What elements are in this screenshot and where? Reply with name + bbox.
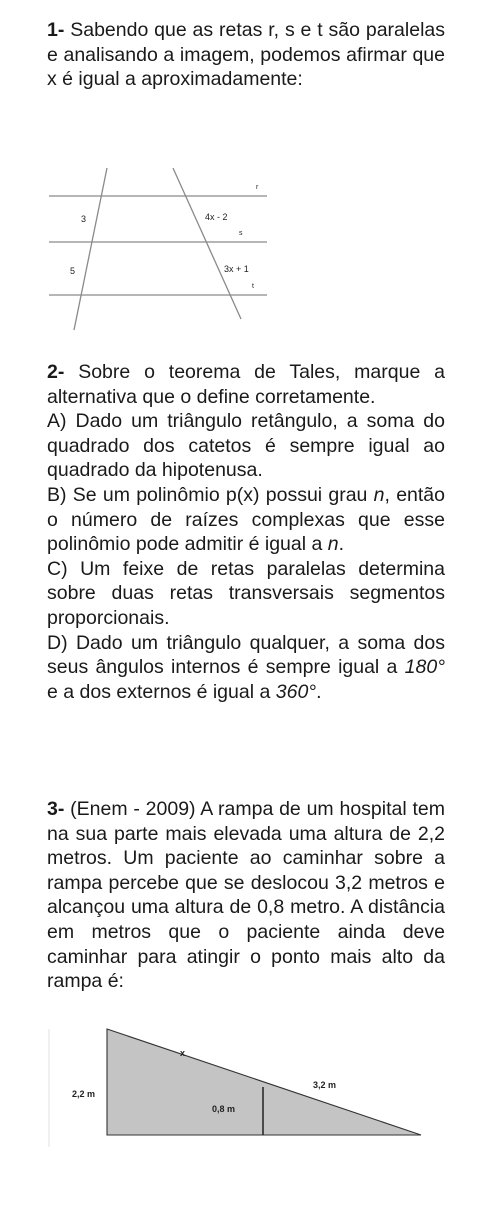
question-1-statement — [47, 18, 445, 92]
option-b-var-n-2: n — [327, 533, 339, 556]
question-2-number: 2- — [47, 361, 65, 383]
question-1 — [47, 18, 445, 92]
transversal-left — [74, 168, 107, 330]
question-1-number: 1- — [47, 19, 65, 41]
label-r: r — [256, 184, 259, 191]
question-3 — [47, 797, 445, 994]
parallel-lines-figure — [45, 162, 270, 334]
label-s: s — [239, 230, 243, 237]
option-d-angle-360: 360° — [275, 680, 317, 703]
option-d-text-3: . — [316, 680, 322, 703]
label-segment-5: 5 — [70, 266, 76, 276]
ramp-triangle — [107, 1029, 421, 1135]
parallel-lines-diagram — [45, 162, 270, 334]
question-2 — [47, 360, 445, 704]
option-d-text-1: D) Dado um triângulo qualquer, a soma dos seus ângulos internos é sempre igual a — [47, 631, 445, 679]
question-2-statement — [47, 360, 445, 409]
ramp-diagram — [45, 1025, 430, 1150]
label-walked-3-2: 3,2 m — [313, 1080, 337, 1090]
option-a: A) Dado um triângulo retângulo, a soma do quadrado dos catetos é sempre igual ao quadrado da hipotenusa. — [47, 410, 445, 482]
label-x: x — [180, 1048, 186, 1058]
option-c: C) Um feixe de retas paralelas determina sobre duas retas transversais segmentos proporcionais. — [47, 557, 445, 629]
option-b-text-1: B) Se um polinômio p(x) possui grau — [47, 483, 374, 506]
ramp-figure — [45, 1025, 430, 1150]
option-d-text-2: e a dos externos é igual a — [47, 680, 276, 703]
question-3-number: 3- — [47, 798, 65, 820]
question-1-text: Sabendo que as retas r, s e t são paralelas e analisando a imagem, podemos afirmar que x é igual a aproximadamente: — [47, 19, 445, 91]
label-segment-3: 3 — [81, 214, 87, 224]
option-b-text-2: , então o número de raízes complexas que esse polinômio pode admitir é igual a — [47, 483, 446, 556]
label-partial-height-0-8: 0,8 m — [212, 1104, 236, 1114]
option-d-angle-180: 180° — [404, 656, 445, 679]
question-3-statement — [47, 797, 445, 994]
option-d — [47, 631, 445, 705]
label-t: t — [252, 283, 254, 290]
label-height-2-2: 2,2 m — [72, 1089, 96, 1099]
option-b — [47, 483, 445, 557]
label-segment-3x+1: 3x + 1 — [224, 264, 249, 274]
question-2-text: Sobre o teorema de Tales, marque a alternativa que o define corretamente. — [47, 361, 445, 408]
option-b-var-n: n — [373, 483, 385, 506]
transversal-right — [173, 168, 241, 319]
label-segment-4x-2: 4x - 2 — [205, 212, 228, 222]
option-b-text-3: . — [338, 533, 345, 556]
question-3-text: (Enem - 2009) A rampa de um hospital tem na sua parte mais elevada uma altura de 2,2 metros. Um paciente ao caminhar sobre a rampa percebe que se deslocou 3,2 metros e alcançou uma altura de 0,8 metro. A distância em metros que o paciente ainda deve caminhar para atingir o ponto mais alto da rampa é: — [47, 798, 445, 993]
